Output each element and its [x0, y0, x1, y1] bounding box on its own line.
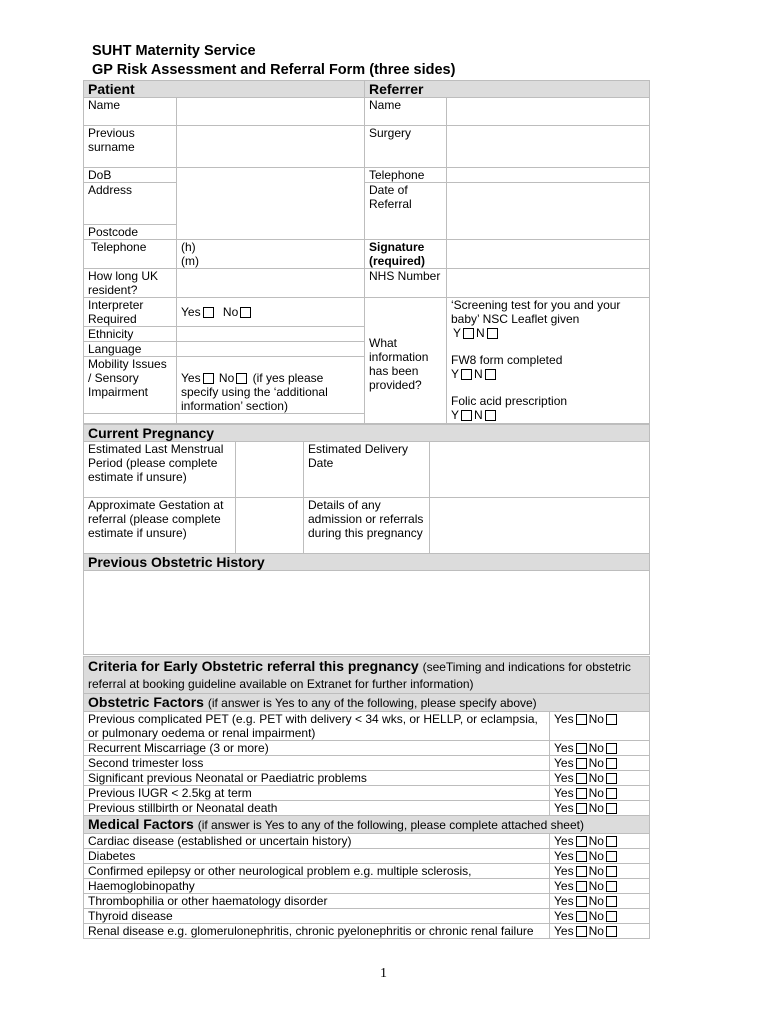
admissions-field[interactable] [430, 498, 650, 554]
phone-mobile-label: (m) [181, 254, 199, 268]
obstetric-factor-no-label: No [588, 756, 604, 770]
previous-surname-field[interactable] [177, 126, 365, 168]
lmp-label: Estimated Last Menstrual Period (please complete estimate if unsure) [84, 442, 236, 498]
lmp-field[interactable] [236, 442, 304, 498]
obstetric-factor-row [84, 801, 650, 816]
medical-factor-yes-label: Yes [554, 834, 574, 848]
obstetric-factor-yes-no [550, 741, 650, 756]
referrer-telephone-label: Telephone [365, 168, 447, 183]
medical-factor-row [84, 909, 650, 924]
medical-factor-yes-label: Yes [554, 879, 574, 893]
medical-factor-no-label: No [588, 894, 604, 908]
folic-n-label: N [474, 408, 483, 422]
medical-factors-heading-cell [84, 816, 650, 834]
nhs-number-field[interactable] [447, 269, 650, 298]
uk-resident-field[interactable] [177, 269, 365, 298]
interpreter-label: Interpreter Required [84, 298, 177, 327]
medical-factor-yes-no [550, 924, 650, 939]
medical-factor-item-label: Confirmed epilepsy or other neurological problem e.g. multiple sclerosis, [84, 864, 550, 879]
mobility-field [177, 357, 365, 414]
address-label: Address [84, 183, 177, 225]
medical-factor-row [84, 849, 650, 864]
language-field[interactable] [177, 342, 365, 357]
obstetric-factor-no-label: No [588, 786, 604, 800]
nhs-number-label: NHS Number [365, 269, 447, 298]
obstetric-factor-item-label: Previous IUGR < 2.5kg at term [84, 786, 550, 801]
obstetric-factor-no-label: No [588, 771, 604, 785]
fw8-n-label: N [474, 367, 483, 381]
medical-factor-yes-no [550, 879, 650, 894]
obstetric-factors-heading: Obstetric Factors [88, 694, 204, 710]
mobility-no-label: No [218, 371, 235, 385]
medical-factor-yes-checkbox[interactable] [576, 851, 587, 862]
mobility-yes-label: Yes [181, 371, 201, 385]
medical-factor-no-label: No [588, 924, 604, 938]
date-of-referral-field[interactable] [447, 183, 650, 240]
mobility-no-checkbox[interactable] [236, 373, 247, 384]
patient-telephone-field[interactable] [177, 240, 365, 269]
screening-y-checkbox[interactable] [463, 328, 474, 339]
obstetric-factors-list [84, 712, 650, 816]
medical-factor-yes-no [550, 849, 650, 864]
criteria-heading: Criteria for Early Obstetric referral this pregnancy [88, 658, 419, 674]
obstetric-factor-no-checkbox[interactable] [606, 803, 617, 814]
obstetric-factor-yes-label: Yes [554, 801, 574, 815]
folic-y-label: Y [451, 408, 460, 422]
criteria-table [83, 656, 650, 939]
dob-address-field[interactable] [177, 168, 365, 240]
medical-factor-yes-label: Yes [554, 849, 574, 863]
referrer-name-label: Name [365, 98, 447, 126]
obstetric-factor-item-label: Second trimester loss [84, 756, 550, 771]
obstetric-factor-no-label: No [588, 712, 604, 726]
obstetric-factor-yes-checkbox[interactable] [576, 788, 587, 799]
medical-factor-no-checkbox[interactable] [606, 881, 617, 892]
postcode-label: Postcode [84, 225, 177, 240]
criteria-note: (seeTiming and indications for obstetric referral at booking guideline available on Extranet for further information) [88, 660, 631, 691]
referrer-name-field[interactable] [447, 98, 650, 126]
obstetric-factor-item-label: Recurrent Miscarriage (3 or more) [84, 741, 550, 756]
medical-factor-yes-checkbox[interactable] [576, 836, 587, 847]
edd-label: Estimated Delivery Date [304, 442, 430, 498]
obstetric-factor-yes-label: Yes [554, 786, 574, 800]
dob-label: DoB [84, 168, 177, 183]
signature-field[interactable] [447, 240, 650, 269]
previous-surname-label: Previous surname [84, 126, 177, 168]
criteria-heading-cell [84, 657, 650, 694]
patient-telephone-text: Telephone [91, 240, 147, 254]
current-pregnancy-heading: Current Pregnancy [84, 425, 650, 442]
obstetric-factor-no-checkbox[interactable] [606, 743, 617, 754]
medical-factor-row [84, 894, 650, 909]
obstetric-factor-yes-no [550, 801, 650, 816]
uk-resident-label: How long UK resident? [84, 269, 177, 298]
medical-factor-no-label: No [588, 879, 604, 893]
edd-field[interactable] [430, 442, 650, 498]
signature-label: Signature (required) [365, 240, 447, 269]
medical-factor-yes-checkbox[interactable] [576, 896, 587, 907]
fw8-y-checkbox[interactable] [461, 369, 472, 380]
medical-factor-yes-no [550, 894, 650, 909]
obstetric-factor-no-checkbox[interactable] [606, 714, 617, 725]
medical-factor-yes-label: Yes [554, 894, 574, 908]
patient-referrer-table [83, 80, 650, 424]
medical-factor-no-label: No [588, 849, 604, 863]
medical-factor-no-label: No [588, 864, 604, 878]
obstetric-factor-no-label: No [588, 801, 604, 815]
screening-y-label: Y [453, 326, 462, 340]
folic-y-checkbox[interactable] [461, 410, 472, 421]
what-info-label: What information has been provided? [365, 298, 447, 424]
medical-factor-yes-label: Yes [554, 909, 574, 923]
obstetric-factor-yes-label: Yes [554, 712, 574, 726]
mobility-spacer-field [177, 414, 365, 424]
obstetric-factor-no-checkbox[interactable] [606, 758, 617, 769]
obstetric-factor-yes-no [550, 712, 650, 741]
form-title-line2: GP Risk Assessment and Referral Form (three sides) [92, 62, 456, 78]
medical-factor-no-checkbox[interactable] [606, 851, 617, 862]
ethnicity-field[interactable] [177, 327, 365, 342]
obstetric-factor-yes-checkbox[interactable] [576, 714, 587, 725]
obstetric-factor-yes-label: Yes [554, 771, 574, 785]
medical-factor-yes-no [550, 834, 650, 849]
medical-factor-no-checkbox[interactable] [606, 911, 617, 922]
obstetric-factor-yes-checkbox[interactable] [576, 803, 587, 814]
folic-yn [451, 408, 645, 422]
interpreter-no-checkbox[interactable] [240, 307, 251, 318]
obstetric-factor-yes-no [550, 771, 650, 786]
obstetric-factor-row [84, 771, 650, 786]
fw8-yn [451, 367, 645, 381]
medical-factor-no-checkbox[interactable] [606, 866, 617, 877]
surgery-field[interactable] [447, 126, 650, 168]
date-of-referral-label: Date of Referral [365, 183, 447, 240]
screening-leaflet-yn [451, 326, 645, 340]
medical-factor-yes-checkbox[interactable] [576, 866, 587, 877]
surgery-label: Surgery [365, 126, 447, 168]
gestation-label: Approximate Gestation at referral (please complete estimate if unsure) [84, 498, 236, 554]
medical-factor-yes-no [550, 864, 650, 879]
obstetric-factor-row [84, 741, 650, 756]
interpreter-no-label: No [222, 305, 239, 319]
interpreter-yes-checkbox[interactable] [203, 307, 214, 318]
medical-factor-no-checkbox[interactable] [606, 926, 617, 937]
screening-n-label: N [476, 326, 485, 340]
fw8-y-label: Y [451, 367, 460, 381]
form-title-line1: SUHT Maternity Service [92, 43, 256, 59]
medical-factor-yes-no [550, 909, 650, 924]
current-pregnancy-table [83, 424, 650, 655]
medical-factor-item-label: Thyroid disease [84, 909, 550, 924]
mobility-spacer-label [84, 414, 177, 424]
medical-factor-yes-checkbox[interactable] [576, 911, 587, 922]
language-label: Language [84, 342, 177, 357]
medical-factors-heading: Medical Factors [88, 816, 194, 832]
medical-factor-row [84, 834, 650, 849]
obstetric-factor-row [84, 712, 650, 741]
medical-factor-yes-label: Yes [554, 924, 574, 938]
admissions-label: Details of any admission or referrals during this pregnancy [304, 498, 430, 554]
patient-name-label: Name [84, 98, 177, 126]
medical-factor-item-label: Thrombophilia or other haematology disorder [84, 894, 550, 909]
obstetric-factor-yes-no [550, 786, 650, 801]
medical-factors-note: (if answer is Yes to any of the following, please complete attached sheet) [197, 818, 584, 832]
medical-factor-yes-checkbox[interactable] [576, 926, 587, 937]
fw8-n-checkbox[interactable] [485, 369, 496, 380]
referrer-heading: Referrer [365, 81, 650, 98]
patient-telephone-label [84, 240, 177, 269]
obstetric-factors-note: (if answer is Yes to any of the following, please specify above) [207, 696, 537, 710]
obstetric-factor-yes-checkbox[interactable] [576, 743, 587, 754]
previous-history-heading: Previous Obstetric History [84, 554, 650, 571]
medical-factor-no-checkbox[interactable] [606, 836, 617, 847]
obstetric-factor-yes-no [550, 756, 650, 771]
obstetric-factor-yes-checkbox[interactable] [576, 773, 587, 784]
folic-n-checkbox[interactable] [485, 410, 496, 421]
fw8-label: FW8 form completed [451, 353, 563, 367]
medical-factor-item-label: Cardiac disease (established or uncertain history) [84, 834, 550, 849]
phone-home-label: (h) [181, 240, 196, 254]
folic-label: Folic acid prescription [451, 394, 568, 408]
medical-factor-item-label: Diabetes [84, 849, 550, 864]
screening-leaflet-label: ‘Screening test for you and your baby’ NSC Leaflet given [451, 298, 621, 326]
medical-factor-row [84, 864, 650, 879]
medical-factor-row [84, 879, 650, 894]
medical-factor-no-label: No [588, 909, 604, 923]
medical-factor-item-label: Renal disease e.g. glomerulonephritis, chronic pyelonephritis or chronic renal failure [84, 924, 550, 939]
medical-factor-no-label: No [588, 834, 604, 848]
medical-factor-row [84, 924, 650, 939]
medical-factor-yes-label: Yes [554, 864, 574, 878]
info-provided-cell [447, 298, 650, 424]
previous-history-field[interactable] [84, 571, 650, 655]
obstetric-factor-item-label: Significant previous Neonatal or Paediatric problems [84, 771, 550, 786]
obstetric-factor-no-checkbox[interactable] [606, 788, 617, 799]
screening-n-checkbox[interactable] [487, 328, 498, 339]
gestation-field[interactable] [236, 498, 304, 554]
ethnicity-label: Ethnicity [84, 327, 177, 342]
obstetric-factor-item-label: Previous stillbirth or Neonatal death [84, 801, 550, 816]
obstetric-factor-yes-label: Yes [554, 756, 574, 770]
interpreter-yes-no [177, 298, 365, 327]
obstetric-factor-yes-checkbox[interactable] [576, 758, 587, 769]
mobility-yes-checkbox[interactable] [203, 373, 214, 384]
medical-factor-item-label: Haemoglobinopathy [84, 879, 550, 894]
medical-factor-no-checkbox[interactable] [606, 896, 617, 907]
mobility-label: Mobility Issues / Sensory Impairment [84, 357, 177, 414]
obstetric-factor-yes-label: Yes [554, 741, 574, 755]
medical-factors-list [84, 834, 650, 939]
medical-factor-yes-checkbox[interactable] [576, 881, 587, 892]
referrer-telephone-field[interactable] [447, 168, 650, 183]
obstetric-factors-heading-cell [84, 694, 650, 712]
patient-heading: Patient [84, 81, 365, 98]
obstetric-factor-no-checkbox[interactable] [606, 773, 617, 784]
page-number: 1 [380, 966, 387, 981]
obstetric-factor-no-label: No [588, 741, 604, 755]
obstetric-factor-item-label: Previous complicated PET (e.g. PET with delivery < 34 wks, or HELLP, or eclampsia, or pulmonary oedema or renal impairment) [84, 712, 550, 741]
obstetric-factor-row [84, 786, 650, 801]
obstetric-factor-row [84, 756, 650, 771]
mobility-note: (if yes please specify using the ‘additional information’ section) [181, 371, 328, 413]
interpreter-yes-label: Yes [181, 305, 201, 319]
patient-name-field[interactable] [177, 98, 365, 126]
